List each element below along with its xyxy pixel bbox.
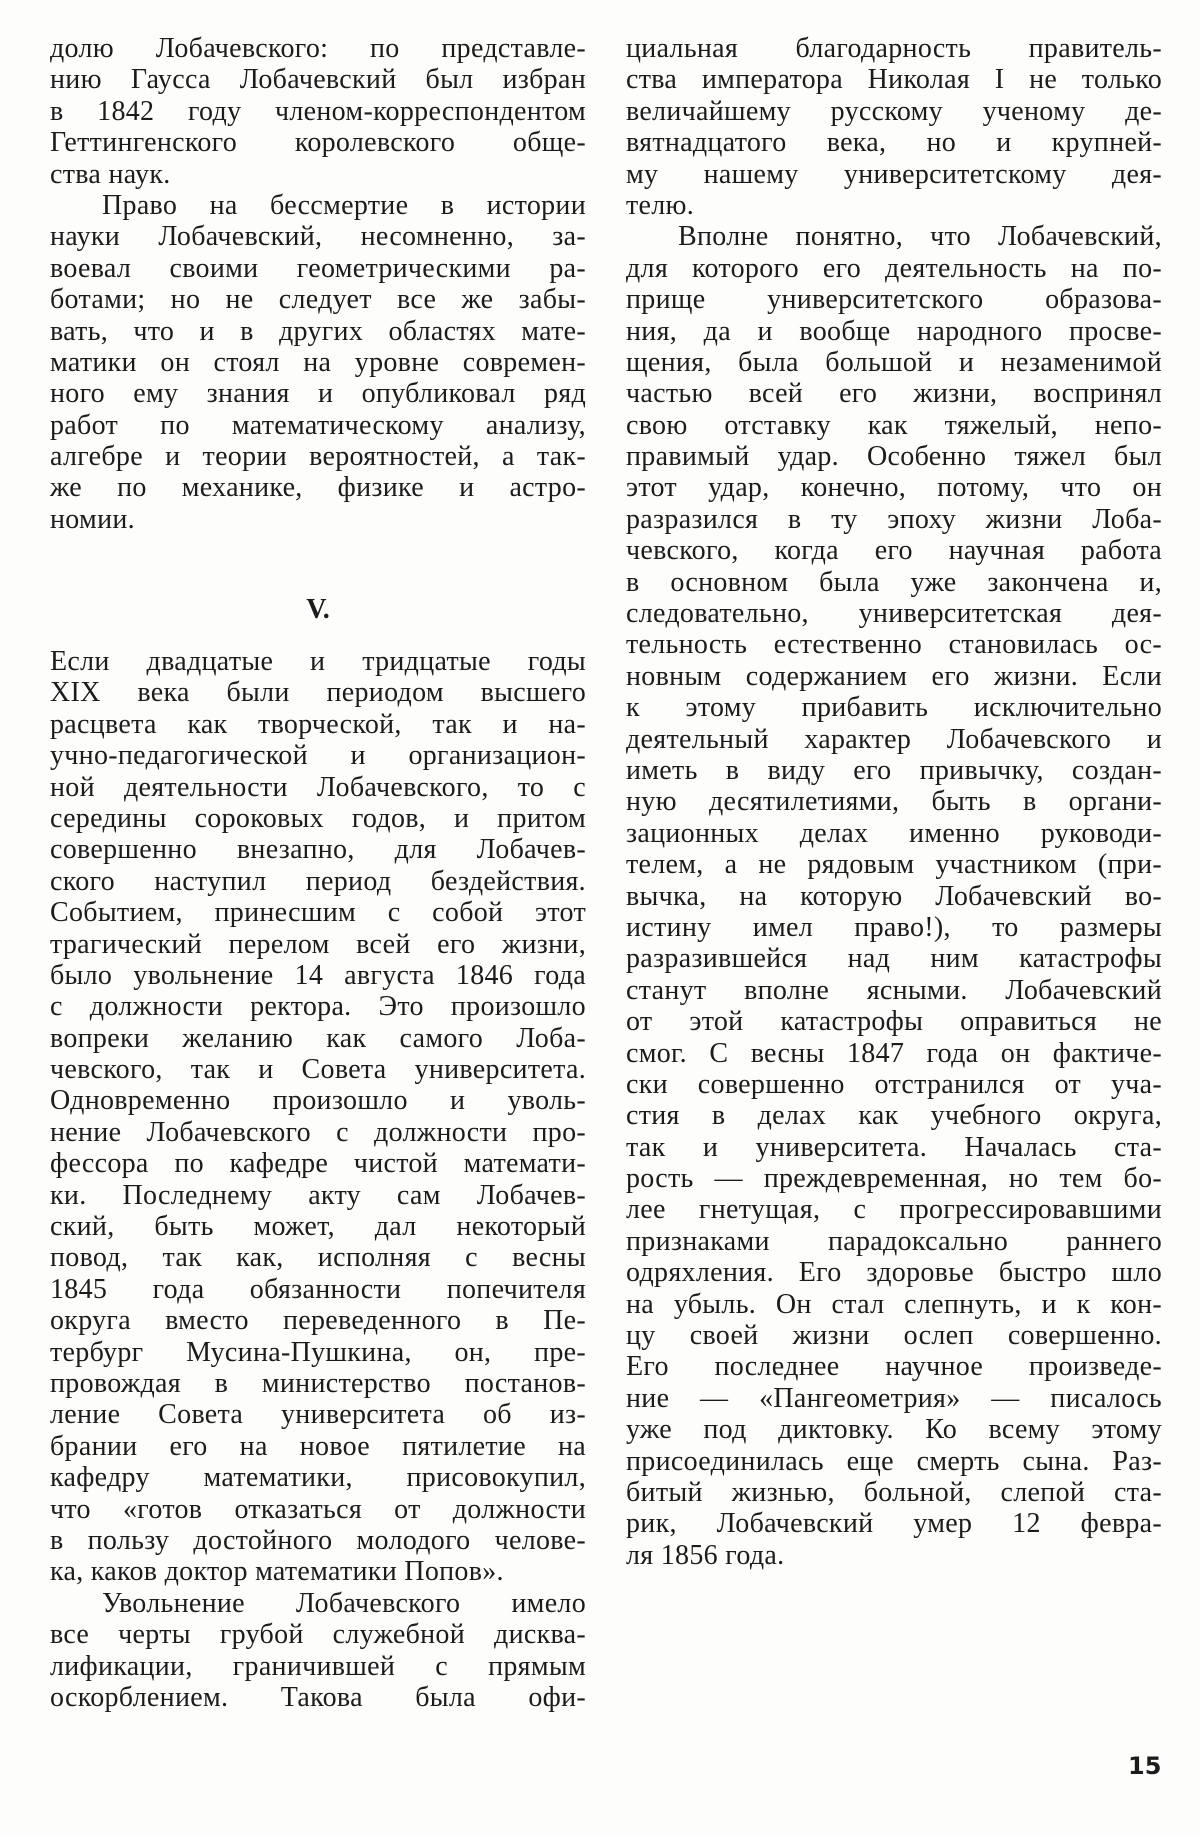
- text-line: XIX века были периодом высшего: [50, 677, 586, 709]
- text-line: долю Лобачевского: по представле-: [50, 33, 586, 64]
- text-line: брании его на новое пятилетие на: [50, 1430, 586, 1462]
- text-line: вычка, на которую Лобачевский во-: [626, 880, 1162, 912]
- text-line: чевского, когда его научная работа: [626, 535, 1162, 567]
- text-line: номии.: [50, 503, 135, 535]
- text-line: ства императора Николая I не только: [626, 64, 1162, 96]
- text-line: Событием, принесшим с собой этот: [50, 897, 586, 929]
- text-line: к этому прибавить исключительно: [626, 692, 1162, 724]
- text-line: циальная благодарность правитель-: [626, 33, 1162, 64]
- left-column-top: [50, 33, 586, 535]
- text-line: уже под диктовку. Ко всему этому: [626, 1414, 1162, 1446]
- text-line: чевского, так и Совета университета.: [50, 1054, 586, 1086]
- text-line: нию Гаусса Лобачевский был избран: [50, 64, 586, 96]
- right-column: [626, 33, 1162, 1571]
- text-line: воевал своими геометрическими ра-: [50, 252, 586, 284]
- text-line: ние — «Пангеометрия» — писалось: [626, 1382, 1162, 1414]
- text-line: для которого его деятельность на по-: [626, 252, 1162, 284]
- text-line: ка, каков доктор математики Попов».: [50, 1556, 504, 1588]
- text-line: одряхления. Его здоровье быстро шло: [626, 1257, 1162, 1289]
- text-line: ную десятилетиями, быть в органи-: [626, 786, 1162, 818]
- text-line: что «готов отказаться от должности: [50, 1493, 586, 1525]
- text-line: цу своей жизни ослеп совершенно.: [626, 1320, 1162, 1352]
- text-line: так и университета. Началась ста-: [626, 1131, 1162, 1163]
- text-line: от этой катастрофы оправиться не: [626, 1006, 1162, 1038]
- text-line: же по механике, физике и астро-: [50, 472, 586, 504]
- text-line: разразился в ту эпоху жизни Лоба-: [626, 503, 1162, 535]
- paragraph: [626, 221, 1162, 1571]
- text-line: иметь в виду его привычку, создан-: [626, 754, 1162, 786]
- text-line: следовательно, университетская дея-: [626, 598, 1162, 630]
- text-line: разразившейся над ним катастрофы: [626, 943, 1162, 975]
- text-line: ки. Последнему акту сам Лобачев-: [50, 1179, 586, 1211]
- text-line: ния, да и вообще народного просве-: [626, 315, 1162, 347]
- text-line: истину имел право!), то размеры: [626, 911, 1162, 943]
- text-line: величайшему русскому ученому де-: [626, 95, 1162, 127]
- text-line: трагический перелом всей его жизни,: [50, 928, 586, 960]
- left-column-bottom: [50, 646, 586, 1713]
- paragraph: [50, 646, 586, 1588]
- text-line: ботами; но не следует все же забы-: [50, 284, 586, 316]
- text-line: станут вполне ясными. Лобачевский: [626, 974, 1162, 1006]
- text-line: щения, была большой и незаменимой: [626, 346, 1162, 378]
- text-line: кафедру математики, присовокупил,: [50, 1462, 586, 1494]
- paragraph: [50, 1588, 586, 1714]
- text-line: учно-педагогической и организацион-: [50, 740, 586, 772]
- text-line: Его последнее научное произведе-: [626, 1351, 1162, 1383]
- paragraph: [626, 33, 1162, 221]
- text-line: Право на бессмертие в истории: [102, 189, 586, 221]
- text-line: тельность естественно становилась ос-: [626, 629, 1162, 661]
- text-line: битый жизнью, больной, слепой ста-: [626, 1476, 1162, 1508]
- text-line: зационных делах именно руководи-: [626, 817, 1162, 849]
- text-line: в 1842 году членом-корреспондентом: [50, 95, 586, 127]
- text-line: ского наступил период бездействия.: [50, 865, 586, 897]
- text-line: оскорблением. Такова была офи-: [50, 1681, 586, 1713]
- text-line: провождая в министерство постанов-: [50, 1367, 586, 1399]
- text-line: новным содержанием его жизни. Если: [626, 660, 1162, 692]
- text-line: ного ему знания и опубликовал ряд: [50, 378, 586, 410]
- text-line: совершенно внезапно, для Лобачев-: [50, 834, 586, 866]
- text-line: расцвета как творческой, так и на-: [50, 708, 586, 740]
- text-line: смог. С весны 1847 года он фактиче-: [626, 1037, 1162, 1069]
- text-line: рость — преждевременная, но тем бо-: [626, 1163, 1162, 1195]
- text-line: Геттингенского королевского обще-: [50, 127, 586, 159]
- page-number: 15: [1128, 1752, 1162, 1780]
- text-line: вопреки желанию как самого Лоба-: [50, 1022, 586, 1054]
- text-line: ски совершенно отстранился от уча-: [626, 1068, 1162, 1100]
- text-line: присоединилась еще смерть сына. Раз-: [626, 1445, 1162, 1477]
- text-line: с должности ректора. Это произошло: [50, 991, 586, 1023]
- text-line: телю.: [626, 189, 695, 221]
- text-line: все черты грубой служебной дисква-: [50, 1619, 586, 1651]
- paragraph: [50, 33, 586, 190]
- text-line: деятельный характер Лобачевского и: [626, 723, 1162, 755]
- text-line: частью всей его жизни, воспринял: [626, 378, 1162, 410]
- text-line: на убыль. Он стал слепнуть, и к кон-: [626, 1288, 1162, 1320]
- text-line: этот удар, конечно, потому, что он: [626, 472, 1162, 504]
- section-heading: V.: [306, 594, 330, 625]
- text-line: признаками парадоксально раннего: [626, 1225, 1162, 1257]
- text-line: алгебре и теории вероятностей, а так-: [50, 441, 586, 473]
- paragraph: [50, 190, 586, 535]
- text-line: Одновременно произошло и уволь-: [50, 1085, 586, 1117]
- text-line: вятнадцатого века, но и крупней-: [626, 127, 1162, 159]
- text-line: лее гнетущая, с прогрессировавшими: [626, 1194, 1162, 1226]
- text-line: вать, что и в других областях мате-: [50, 315, 586, 347]
- text-line: ства наук.: [50, 158, 171, 190]
- text-line: ление Совета университета об из-: [50, 1399, 586, 1431]
- text-line: ля 1856 года.: [626, 1539, 785, 1571]
- text-line: матики он стоял на уровне современ-: [50, 346, 586, 378]
- text-line: в основном была уже закончена и,: [626, 566, 1162, 598]
- text-line: было увольнение 14 августа 1846 года: [50, 959, 586, 991]
- text-line: ной деятельности Лобачевского, то с: [50, 771, 586, 803]
- text-line: телем, а не рядовым участником (при-: [626, 849, 1162, 881]
- text-line: Увольнение Лобачевского имело: [102, 1587, 586, 1619]
- text-line: свою отставку как тяжелый, непо-: [626, 409, 1162, 441]
- text-line: прище университетского образова-: [626, 284, 1162, 316]
- text-line: середины сороковых годов, и притом: [50, 802, 586, 834]
- text-line: Если двадцатые и тридцатые годы: [50, 646, 586, 677]
- text-line: Вполне понятно, что Лобачевский,: [678, 221, 1162, 253]
- text-line: му нашему университетскому дея-: [626, 158, 1162, 190]
- text-line: работ по математическому анализу,: [50, 409, 586, 441]
- text-line: в пользу достойного молодого челове-: [50, 1524, 586, 1556]
- text-line: лификации, граничившей с прямым: [50, 1650, 586, 1682]
- text-line: тербург Мусина-Пушкина, он, пре-: [50, 1336, 586, 1368]
- text-line: правимый удар. Особенно тяжел был: [626, 441, 1162, 473]
- text-line: повод, так как, исполняя с весны: [50, 1242, 586, 1274]
- text-line: фессора по кафедре чистой математи-: [50, 1148, 586, 1180]
- text-line: ский, быть может, дал некоторый: [50, 1211, 586, 1243]
- text-line: округа вместо переведенного в Пе-: [50, 1305, 586, 1337]
- text-line: науки Лобачевский, несомненно, за-: [50, 221, 586, 253]
- text-line: нение Лобачевского с должности про-: [50, 1116, 586, 1148]
- text-line: рик, Лобачевский умер 12 февра-: [626, 1508, 1162, 1540]
- text-line: стия в делах как учебного округа,: [626, 1100, 1162, 1132]
- text-line: 1845 года обязанности попечителя: [50, 1273, 586, 1305]
